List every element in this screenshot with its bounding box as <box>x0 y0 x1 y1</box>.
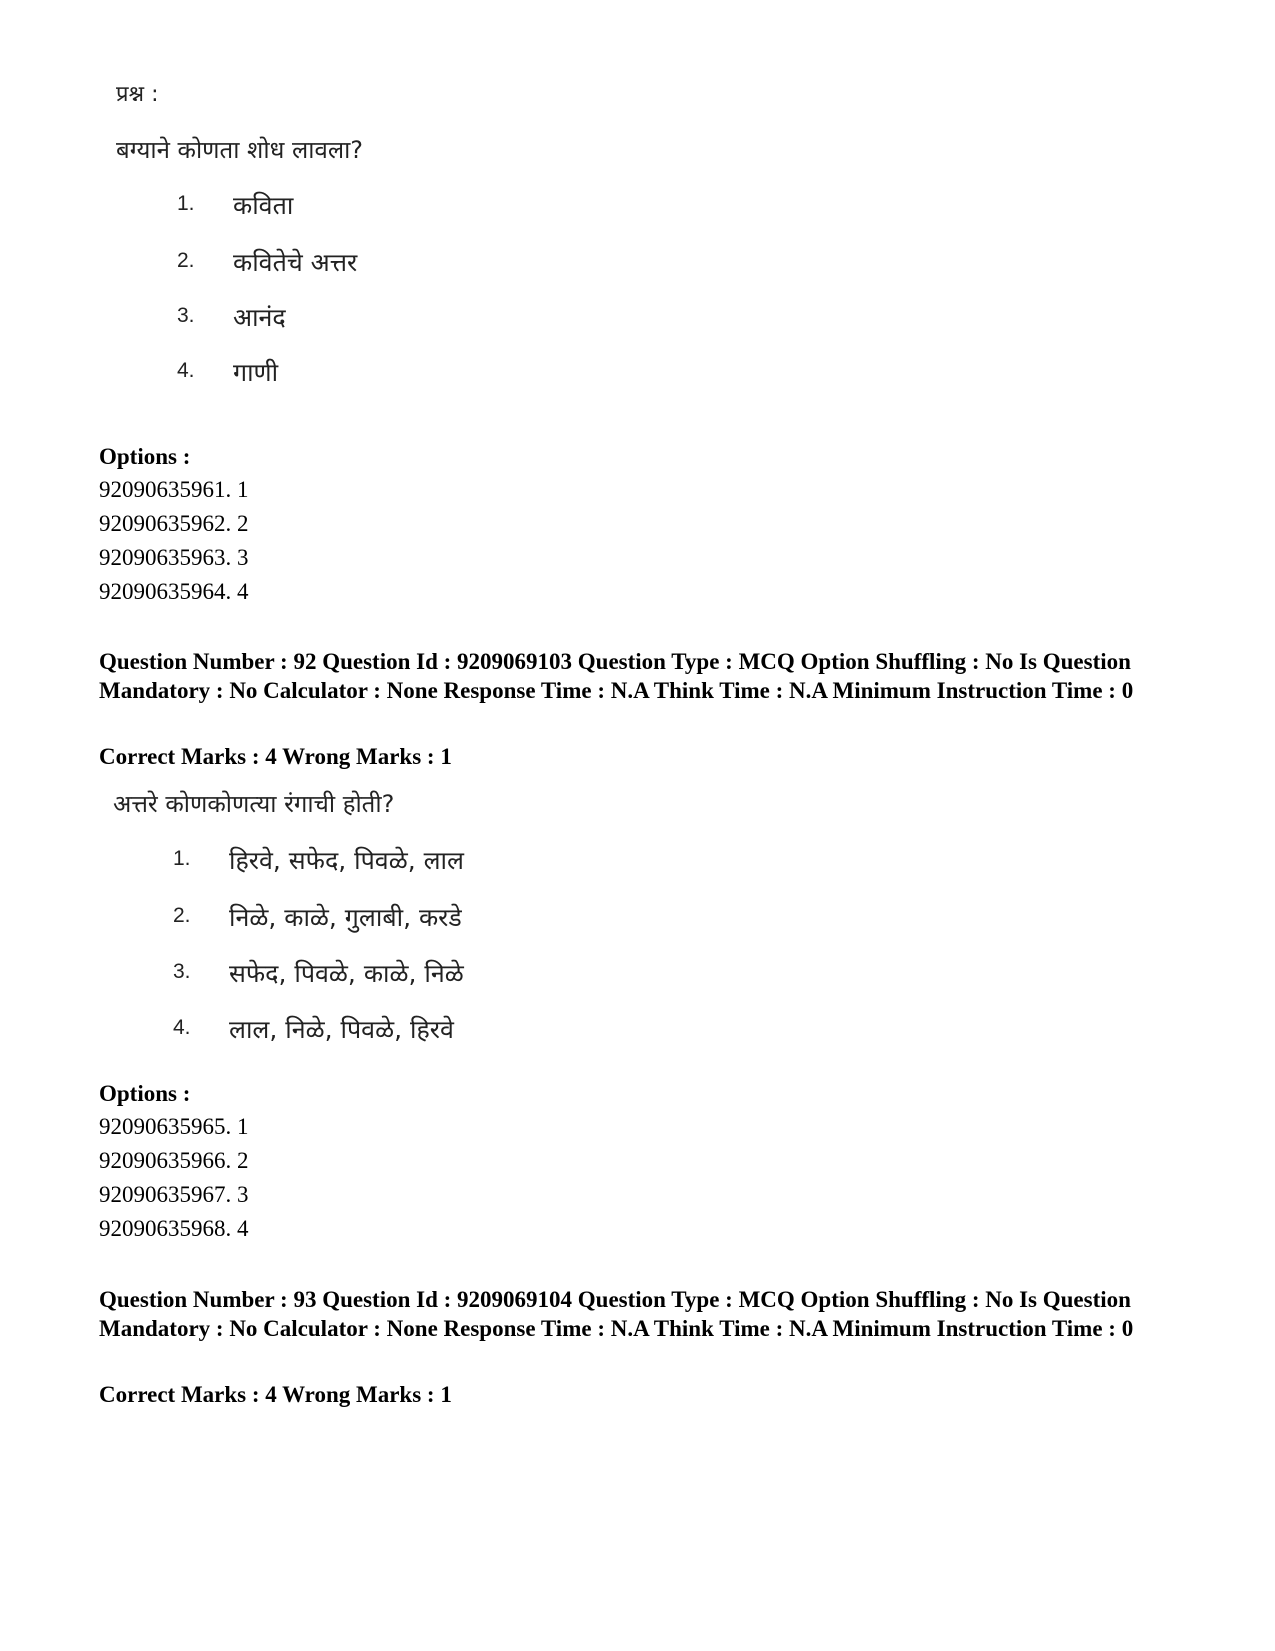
choice-number: 1. <box>177 192 195 215</box>
option-line: 92090635963. 3 <box>99 545 249 570</box>
marks-line: Correct Marks : 4 Wrong Marks : 1 <box>99 1382 452 1407</box>
question-meta-93: Question Number : 93 Question Id : 9209069104 Question Type : MCQ Option Shuffling : No Is Question Mandatory : No Calculator : None Response Time : N.A Think Time : N.A Minimum Instruction Time : 0 <box>99 1287 1134 1341</box>
choice-text: आनंद <box>233 303 286 332</box>
choice-text: गाणी <box>233 358 279 387</box>
choice-number: 3. <box>173 960 191 983</box>
choice-number: 2. <box>173 904 191 927</box>
choice-number: 4. <box>173 1016 191 1039</box>
options-heading: Options : <box>99 1081 191 1106</box>
choice-text: कवितेचे अत्तर <box>233 248 358 277</box>
options-heading: Options : <box>99 444 191 469</box>
question-stem: अत्तरे कोणकोणत्या रंगाची होती? <box>113 790 395 818</box>
choice-text: लाल, निळे, पिवळे, हिरवे <box>229 1015 454 1044</box>
option-line: 92090635968. 4 <box>99 1216 249 1241</box>
choice-text: सफेद, पिवळे, काळे, निळे <box>229 959 464 988</box>
question-image-91 <box>0 0 1275 420</box>
choice-number: 4. <box>177 359 195 382</box>
choice-text: हिरवे, सफेद, पिवळे, लाल <box>229 846 464 875</box>
choice-number: 1. <box>173 847 191 870</box>
option-line: 92090635967. 3 <box>99 1182 249 1207</box>
option-line: 92090635962. 2 <box>99 511 249 536</box>
question-meta-92: Question Number : 92 Question Id : 9209069103 Question Type : MCQ Option Shuffling : No Is Question Mandatory : No Calculator : None Response Time : N.A Think Time : N.A Minimum Instruction Time : 0 <box>99 649 1134 703</box>
marks-line: Correct Marks : 4 Wrong Marks : 1 <box>99 744 452 769</box>
option-line: 92090635965. 1 <box>99 1114 249 1139</box>
question-image-92 <box>0 770 1275 1050</box>
choice-number: 3. <box>177 304 195 327</box>
option-line: 92090635964. 4 <box>99 579 249 604</box>
option-line: 92090635966. 2 <box>99 1148 249 1173</box>
question-label: प्रश्न : <box>116 82 159 107</box>
option-line: 92090635961. 1 <box>99 477 249 502</box>
choice-text: कविता <box>233 191 294 220</box>
question-stem: बग्याने कोणता शोध लावला? <box>116 136 364 164</box>
choice-number: 2. <box>177 249 195 272</box>
choice-text: निळे, काळे, गुलाबी, करडे <box>229 903 462 932</box>
